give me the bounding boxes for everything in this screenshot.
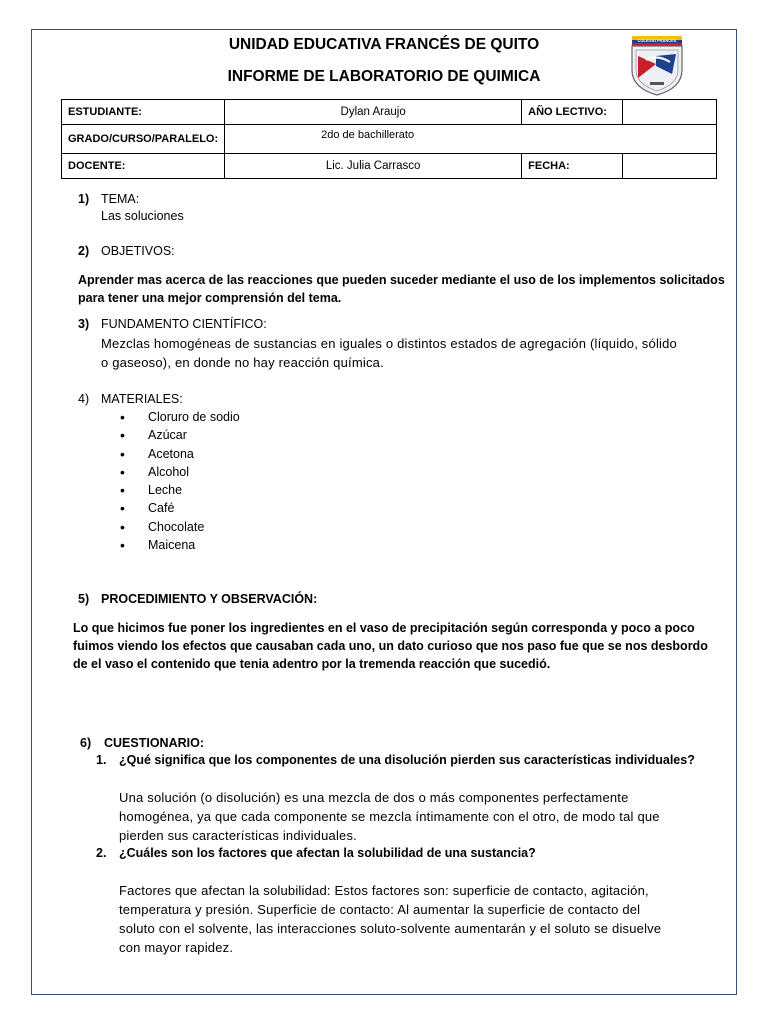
materials-list <box>120 410 240 556</box>
list-item: • Cloruro de sodio <box>120 410 240 428</box>
procedimiento-heading: PROCEDIMIENTO Y OBSERVACIÓN: <box>101 592 318 606</box>
list-item: • Alcohol <box>120 465 240 483</box>
list-item: • Azúcar <box>120 428 240 446</box>
year-value <box>623 100 717 125</box>
question-1: ¿Qué significa que los componentes de una disolución pierden sus características individuales? <box>119 753 695 767</box>
tema-number: 1) <box>78 192 90 206</box>
tema-heading: TEMA: <box>101 192 140 206</box>
procedimiento-number: 5) <box>78 592 90 606</box>
materiales-heading: MATERIALES: <box>101 392 183 406</box>
student-label: ESTUDIANTE: <box>62 100 225 125</box>
materiales-number: 4) <box>78 392 90 406</box>
student-info-table <box>61 99 717 179</box>
procedimiento-line-3: de el vaso el contenido que tenia adentro por la tremenda reacción que sucedió. <box>73 657 551 671</box>
question-2: ¿Cuáles son los factores que afectan la solubilidad de una sustancia? <box>119 846 536 860</box>
fundamento-line-2: o gaseoso), en donde no hay reacción química. <box>101 355 384 370</box>
grade-value: 2do de bachillerato <box>225 125 717 154</box>
answer-1-line-2: homogénea, ya que cada componente se mezcla íntimamente con el otro, de modo tal que <box>119 809 660 824</box>
answer-1-line-1: Una solución (o disolución) es una mezcla de dos o más componentes perfectamente <box>119 790 629 805</box>
answer-1-line-3: pierden sus características individuales. <box>119 828 357 843</box>
cuestionario-heading: CUESTIONARIO: <box>104 736 204 750</box>
list-item: • Chocolate <box>120 520 240 538</box>
procedimiento-line-2: fuimos viendo los efectos que causaban cada uno, un dato curioso que nos paso fue que se nos desbordo <box>73 639 708 653</box>
question-1-number: 1. <box>96 753 107 767</box>
tema-text: Las soluciones <box>101 209 184 223</box>
objetivos-line-2: para tener una mejor comprensión del tema. <box>78 291 342 305</box>
teacher-label: DOCENTE: <box>62 154 225 179</box>
answer-2-line-2: temperatura y presión. Superficie de contacto: Al aumentar la superficie de contacto del <box>119 902 641 917</box>
procedimiento-line-1: Lo que hicimos fue poner los ingredientes en el vaso de precipitación según corresponda y poco a poco <box>73 621 695 635</box>
list-item: • Maicena <box>120 538 240 556</box>
objetivos-number: 2) <box>78 244 90 258</box>
report-title: INFORME DE LABORATORIO DE QUIMICA <box>227 68 541 85</box>
objetivos-line-1: Aprender mas acerca de las reacciones que pueden suceder mediante el uso de los implementos solicitados <box>78 273 725 287</box>
fundamento-line-1: Mezclas homogéneas de sustancias en iguales o distintos estados de agregación (líquido, sólido <box>101 336 677 351</box>
teacher-value: Lic. Julia Carrasco <box>225 154 522 179</box>
list-item: • Acetona <box>120 447 240 465</box>
question-2-number: 2. <box>96 846 107 860</box>
list-item: • Café <box>120 501 240 519</box>
answer-2-line-1: Factores que afectan la solubilidad: Estos factores son: superficie de contacto, agitación, <box>119 883 649 898</box>
cuestionario-number: 6) <box>80 736 92 750</box>
objetivos-heading: OBJETIVOS: <box>101 244 175 258</box>
school-title: UNIDAD EDUCATIVA FRANCÉS DE QUITO <box>228 36 540 53</box>
answer-2-line-4: con mayor rapidez. <box>119 940 234 955</box>
answer-2-line-3: soluto con el solvente, las interacciones soluto-solvente aumentarán y el soluto se disuelve <box>119 921 662 936</box>
list-item: • Leche <box>120 483 240 501</box>
fundamento-heading: FUNDAMENTO CIENTÍFICO: <box>101 317 267 331</box>
school-crest-logo <box>626 34 688 96</box>
grade-label: GRADO/CURSO/PARALELO: <box>62 125 225 154</box>
year-label: AÑO LECTIVO: <box>522 100 623 125</box>
fundamento-number: 3) <box>78 317 90 331</box>
crest-text: COLEGIO FRANCES <box>637 38 677 43</box>
student-value: Dylan Araujo <box>225 100 522 125</box>
date-value <box>623 154 717 179</box>
date-label: FECHA: <box>522 154 623 179</box>
